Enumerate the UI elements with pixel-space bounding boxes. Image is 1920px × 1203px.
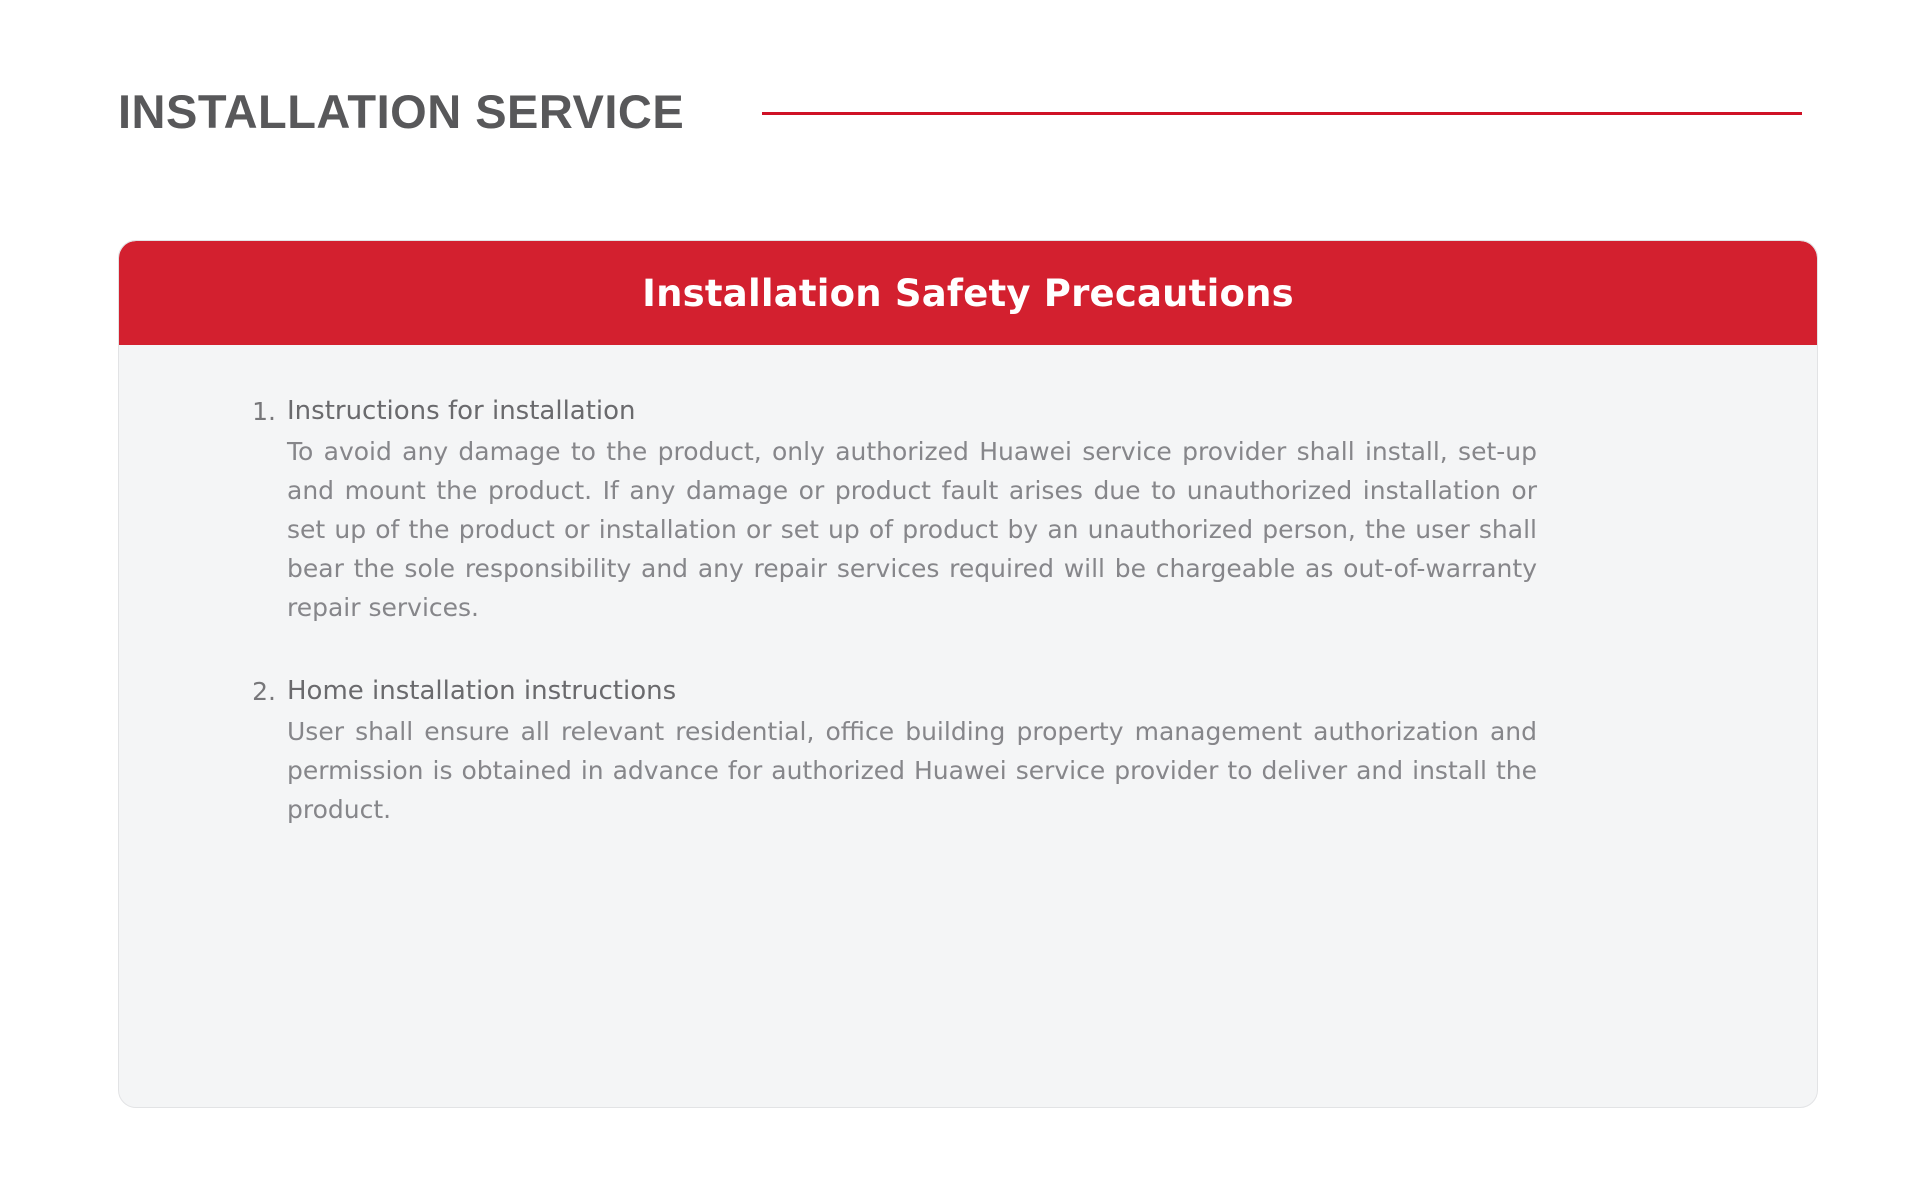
header-rule <box>762 112 1802 115</box>
page-header <box>118 85 1802 138</box>
list-item-text: To avoid any damage to the product, only authorized Huawei service provider shall install, set-up and mount the product. If any damage or product fault arises due to unauthorized installation or set up of the product or installation or set up of product by an unauthorized person, the user shall bear the sole responsibility and any repair services required will be chargeable as out-of-warranty repair services. <box>287 436 1537 622</box>
list-item-number: 1. <box>252 397 276 426</box>
list-item-title: Home installation instructions <box>287 675 677 706</box>
list-item <box>252 673 1721 829</box>
list-item-text: User shall ensure all relevant residential, office building property management authorization and permission is obtained in advance for authorized Huawei service provider to deliver and install the product. <box>287 716 1537 824</box>
page-title: INSTALLATION SERVICE <box>118 85 685 138</box>
card-header-title: Installation Safety Precautions <box>642 271 1294 315</box>
list-item-number: 2. <box>252 676 276 706</box>
list-item-title: Instructions for installation <box>287 396 636 426</box>
precautions-card <box>118 240 1818 1108</box>
card-header <box>119 241 1817 345</box>
list-item <box>252 393 1721 627</box>
card-body <box>119 345 1817 869</box>
